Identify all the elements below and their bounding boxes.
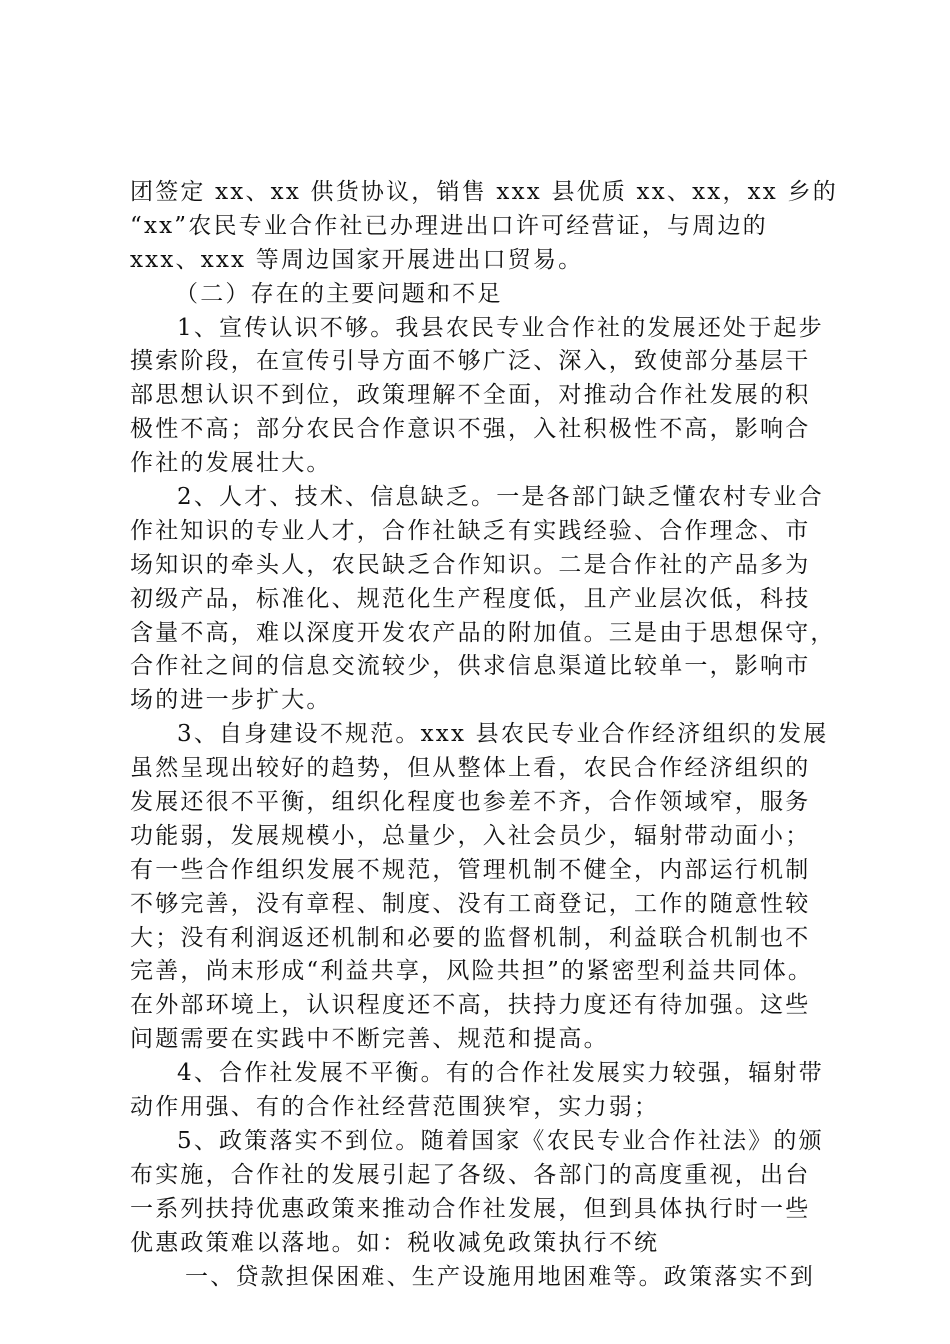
document-body — [130, 176, 838, 1294]
text-line: 4、合作社发展不平衡。有的合作社发展实力较强，辐射带 — [177, 1060, 824, 1087]
text-line: 问题需要在实践中不断完善、规范和提高。 — [130, 1026, 609, 1053]
text-line: 功能弱，发展规模小，总量少，入社会员少，辐射带动面小； — [130, 822, 811, 849]
text-line: 动作用强、有的合作社经营范围狭窄，实力弱； — [130, 1094, 660, 1121]
text-line: 发展还很不平衡，组织化程度也参差不齐，合作领域窄，服务 — [130, 789, 811, 816]
text-line: 作社知识的专业人才，合作社缺乏有实践经验、合作理念、市 — [130, 517, 811, 544]
text-line: 含量不高，难以深度开发农产品的附加值。三是由于思想保守， — [130, 619, 836, 646]
text-line: 场知识的牵头人，农民缺乏合作知识。二是合作社的产品多为 — [130, 551, 811, 578]
text-line: 作社的发展壮大。 — [130, 450, 332, 477]
text-line: “xx”农民专业合作社已办理进出口许可经营证，与周边的 — [130, 212, 768, 239]
text-line: 极性不高；部分农民合作意识不强，入社积极性不高，影响合 — [130, 416, 811, 443]
text-line: 在外部环境上，认识程度还不高，扶持力度还有待加强。这些 — [130, 992, 811, 1019]
text-line: （二）存在的主要问题和不足 — [175, 280, 503, 307]
text-line: xxx、xxx 等周边国家开展进出口贸易。 — [130, 246, 584, 273]
text-line: 摸索阶段，在宣传引导方面不够广泛、深入，致使部分基层干 — [130, 348, 811, 375]
text-line: 布实施，合作社的发展引起了各级、各部门的高度重视，出台 — [130, 1161, 811, 1188]
text-line: 5、政策落实不到位。随着国家《农民专业合作社法》的颁 — [177, 1127, 824, 1154]
text-line: 合作社之间的信息交流较少，供求信息渠道比较单一，影响市 — [130, 653, 811, 680]
text-line: 大；没有利润返还机制和必要的监督机制，利益联合机制也不 — [130, 924, 811, 951]
text-line: 完善，尚末形成“利益共享，风险共担”的紧密型利益共同体。 — [130, 958, 814, 985]
text-line: 1、宣传认识不够。我县农民专业合作社的发展还处于起步 — [177, 314, 824, 341]
text-line: 有一些合作组织发展不规范，管理机制不健全，内部运行机制 — [130, 856, 811, 883]
text-line: 2、人才、技术、信息缺乏。一是各部门缺乏懂农村专业合 — [177, 484, 824, 511]
text-line: 虽然呈现出较好的趋势，但从整体上看，农民合作经济组织的 — [130, 755, 811, 782]
text-line: 部思想认识不到位，政策理解不全面，对推动合作社发展的积 — [130, 382, 811, 409]
text-line: 一系列扶持优惠政策来推动合作社发展，但到具体执行时一些 — [130, 1195, 811, 1222]
text-line: 3、自身建设不规范。xxx 县农民专业合作经济组织的发展 — [177, 721, 829, 748]
text-line: 场的进一步扩大。 — [130, 687, 332, 714]
text-line: 团签定 xx、xx 供货协议，销售 xxx 县优质 xx、xx，xx 乡的 — [130, 179, 838, 205]
text-line: 初级产品，标准化、规范化生产程度低，且产业层次低，科技 — [130, 585, 811, 612]
text-line: 不够完善，没有章程、制度、没有工商登记，工作的随意性较 — [130, 890, 811, 917]
text-line: 一、贷款担保困难、生产设施用地困难等。政策落实不到 — [185, 1263, 815, 1290]
text-line: 优惠政策难以落地。如：税收减免政策执行不统 — [130, 1229, 660, 1256]
